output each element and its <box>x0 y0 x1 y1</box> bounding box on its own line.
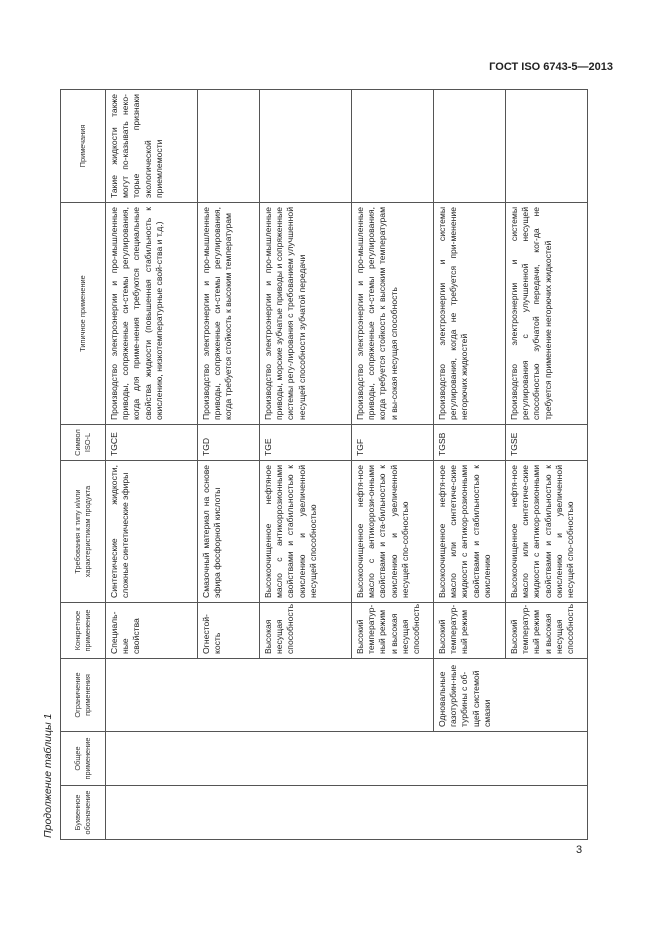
col-header-typical: Типичное применение <box>61 203 106 425</box>
symbol-cell: TGSB <box>434 425 506 461</box>
classification-table <box>60 89 588 840</box>
notes-cell <box>198 90 260 203</box>
page-number: 3 <box>576 844 583 856</box>
general-cell <box>106 732 588 786</box>
symbol-cell: TGE <box>260 425 352 461</box>
symbol-cell: TGD <box>198 425 260 461</box>
notes-cell <box>506 90 588 203</box>
typical-cell: Производство электроэнергии и про-мышленные приводы, сопряженные си-стемы регулирования, когда требуется стойкость к высоким температурам <box>198 203 260 425</box>
typical-cell: Производство электроэнергии и про-мышленные приводы, морские зубчатые приводы и сопряженные системы регу-лирования с требованием улучшенной несущей способности зубчатой передачи <box>260 203 352 425</box>
symbol-cell: TGSE <box>506 425 588 461</box>
specific-cell: Высокий температур-ный режим <box>434 603 506 659</box>
specific-cell: Огнестой-кость <box>198 603 260 659</box>
requirements-cell: Высокоочищенное нефтя-ное масло или синтетиче-ские жидкости с антикор-розионными свойствами и стабильностью к окислению <box>434 461 506 603</box>
notes-cell <box>352 90 434 203</box>
letter-cell <box>106 786 588 840</box>
symbol-cell: TGCE <box>106 425 198 461</box>
notes-cell <box>434 90 506 203</box>
requirements-cell: Высокоочищенное нефтя-ное масло или синтетиче-ские жидкости с антикор-розионными свойствами и стабильностью к окислению и увеличенной несущей спо-собностью <box>506 461 588 603</box>
requirements-cell: Высокоочищенное нефтяное масло с антикоррозионными свойствами и стабильностью к окислению и увеличенной несущей способностью <box>260 461 352 603</box>
specific-cell: Специаль-ные свойства <box>106 603 198 659</box>
requirements-cell: Смазочный материал на основе эфира фосфорной кислоты <box>198 461 260 603</box>
limitation-cell <box>106 659 434 732</box>
rotated-table-area <box>40 90 584 840</box>
col-header-symbol: Символ ISO-L <box>61 425 106 461</box>
col-header-specific: Конкретное применение <box>61 603 106 659</box>
table-row <box>106 90 198 840</box>
specific-cell: Высокий температур-ный режим и высокая несущая способность <box>506 603 588 659</box>
header-row <box>61 90 106 840</box>
table-caption: Продолжение таблицы 1 <box>42 713 54 838</box>
table-row <box>434 90 506 840</box>
specific-cell: Высокий температур-ный режим и высокая несущая способность <box>352 603 434 659</box>
notes-cell: Такие жидкости также могут по-казывать неко-торые признаки экологической приемлемости <box>106 90 198 203</box>
limitation-cell: Одновальные газотурбин-ные турбины с об-щей системой смазки <box>434 659 588 732</box>
typical-cell: Производство электроэнергии и системы регулирования, когда не требуется при-менение негорючих жидкостей <box>434 203 506 425</box>
typical-cell: Производство электроэнергии и про-мышленные приводы, сопряженные си-стемы регулирования, когда требуется стойкость к высоким температурам и вы-сокая несущая способность <box>352 203 434 425</box>
col-header-general: Общее применение <box>61 732 106 786</box>
requirements-cell: Синтетические жидкости, сложные синтетические эфиры <box>106 461 198 603</box>
col-header-requirements: Требования к типу и/или характеристикам продукта <box>61 461 106 603</box>
requirements-cell: Высокоочищенное нефтя-ное масло с антикоррози-онными свойствами и ста-бильностью к окислению и увеличенной несущей спо-собностью <box>352 461 434 603</box>
col-header-limitation: Ограничение применения <box>61 659 106 732</box>
col-header-letter: Буквенное обозначение <box>61 786 106 840</box>
document-code: ГОСТ ISO 6743-5—2013 <box>489 61 613 73</box>
notes-cell <box>260 90 352 203</box>
specific-cell: Высокая несущая способность <box>260 603 352 659</box>
col-header-notes: Примечания <box>61 90 106 203</box>
typical-cell: Производство электроэнергии и про-мышленные приводы, сопряженные си-стемы регулирования, когда для приме-нения требуются специальные свойства жидкости (повышенная стабильность к окислению, низкотемпературные свой-ства и т.д.) <box>106 203 198 425</box>
symbol-cell: TGF <box>352 425 434 461</box>
typical-cell: Производство электроэнергии и системы регулирования с улучшенной несущей способностью зубчатой передачи, ког-да не требуется применение негорючих жидкостей <box>506 203 588 425</box>
